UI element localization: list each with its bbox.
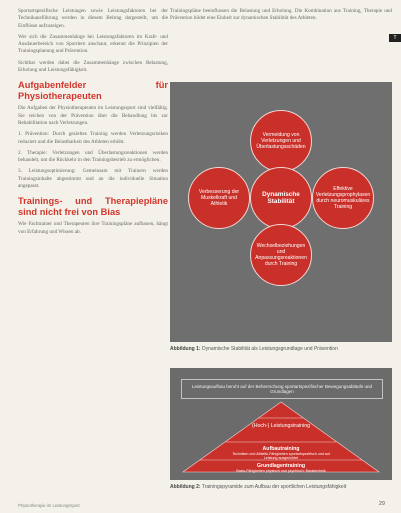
paragraph: Wie Fachtrainer und Therapeuten ihre Trainingspläne aufbauen, hängt von Erfahrung und Wissen ab. [18, 221, 168, 235]
pyramid-note: Leistungsaufbau beruht auf der Beherrschung sportartspezifischer Bewegungsabläufe und Grundlagen [181, 379, 383, 399]
paragraph: Sportartspezifische Leistungen sowie Leistungsfaktoren bei der Technikausführung werden in diesem Beitrag dargestellt, um die Einflüsse aufzuzeigen. [18, 8, 168, 29]
figure-caption [170, 346, 392, 352]
section-heading: Trainings- und Therapiepläne sind nicht frei von Bias [18, 196, 168, 217]
footer-text: Physiotherapie im Leistungssport [18, 503, 80, 508]
paragraph: 1. Prävention: Durch gezieltes Training werden Verletzungsrisiken reduziert und die Belastbarkeit des Athleten erhöht. [18, 131, 168, 145]
paragraph: 2. Therapie: Verletzungen und Überlastungsreaktionen werden behandelt, um die Rückkehr in den Trainingsbetrieb zu ermöglichen. [18, 149, 168, 164]
left-column [18, 8, 168, 240]
section-tab: T [389, 34, 401, 42]
circle-center: Dynamische Stabilität [250, 167, 312, 229]
circle-left: Verbesserung der Muskelkraft und Athletik [188, 167, 250, 229]
figure-training-pyramid [170, 368, 392, 480]
pyramid-level-base-title: Grundlagentraining [256, 463, 306, 469]
caption-label: Abbildung 2: [170, 484, 201, 490]
mid-intro [170, 8, 392, 27]
caption-label: Abbildung 1: [170, 346, 201, 352]
figure-caption [170, 484, 392, 490]
paragraph: Die Aufgaben der Physiotherapeuten im Leistungssport sind vielfältig. Sie reichen von der Prävention über die Behandlung bis zur Rehabilitation nach Verletzungen. [18, 105, 168, 126]
pyramid-level-top: (Hoch-) Leistungstraining [252, 423, 310, 429]
paragraph: Sichtbar werden dabei die Zusammenhänge zwischen Belastung, Erholung und Leistungsfähigkeit. [18, 59, 168, 74]
caption-text: Trainingspyramide zum Aufbau der sportlichen Leistungsfähigkeit [201, 484, 347, 490]
figure-dynamic-stability [170, 82, 392, 342]
page-number: 29 [378, 501, 385, 507]
paragraph: 3. Leistungsoptimierung: Gemeinsam mit Trainern werden Trainingsinhalte abgestimmt und an die individuelle Situation angepasst. [18, 168, 168, 190]
circle-top: Vermeidung von Verletzungen und Überlastungsschäden [250, 110, 312, 172]
circle-bottom: Wechselbeziehungen und Anpassungsreaktionen durch Training [250, 224, 312, 286]
paragraph: Wer sich die Zusammenhänge bei Leistungsfaktoren im Kraft- und Ausdauerbereich von Sportlern anschaut, erkennt die Prinzipien der Trainingsplanung und Prävention. [18, 33, 168, 55]
pyramid-level-base-text: Basis-Fähigkeiten physisch und psychisch; Basistechnik [236, 469, 326, 473]
paragraph: Trainingspläne beeinflussen die Belastung und Erholung. Die Kombination aus Training, Therapie und Prävention bildet eine Einheit zur dynamischen Stabilität des Athleten. [170, 8, 392, 22]
pyramid-level-mid-title: Aufbautraining [262, 446, 300, 452]
section-heading: Aufgabenfelder für Physiotherapeuten [18, 80, 168, 101]
pyramid-level-mid-text: Techniken und Athletik-Fähigkeiten sportartspezifisch und auf Leistung ausgerichtet [232, 452, 330, 461]
circle-right: Effektive Verletzungsprophylaxen durch neuromuskuläres Training [312, 167, 374, 229]
caption-text: Dynamische Stabilität als Leistungsgrundlage und Prävention [201, 346, 338, 352]
